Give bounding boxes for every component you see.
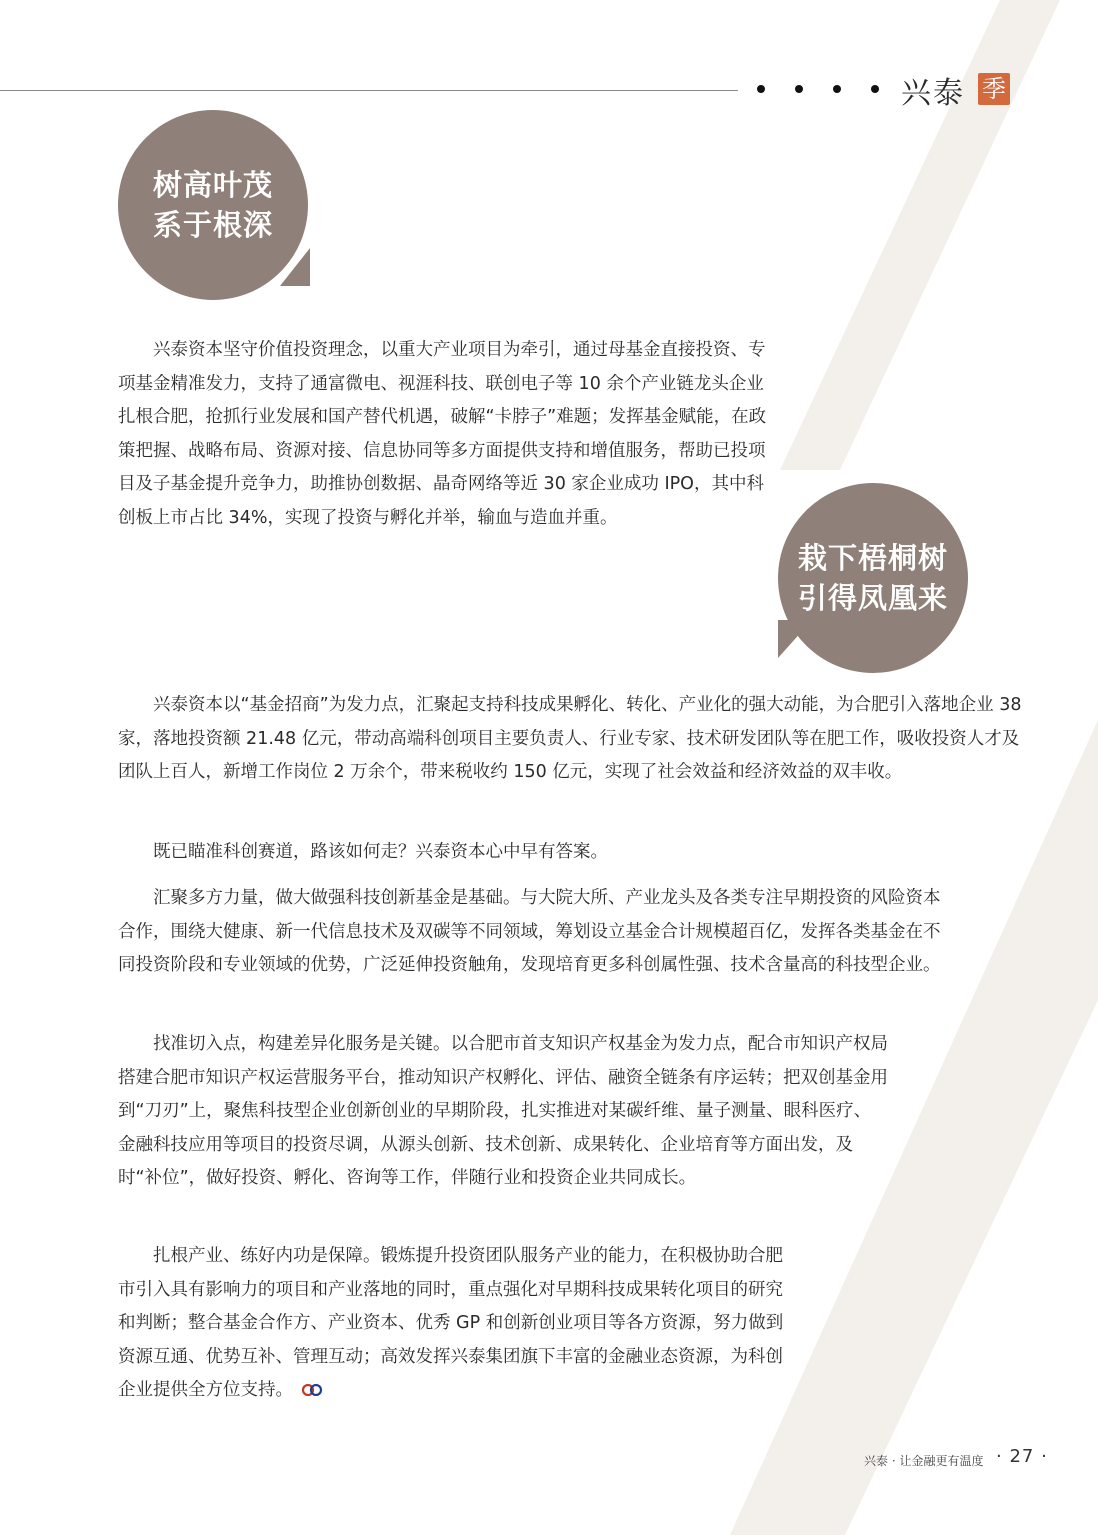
seal-logo: 季 (978, 73, 1010, 105)
xingtai-logo-icon (301, 1384, 323, 1396)
dot-icon (757, 85, 765, 93)
paragraph-text: 兴泰资本坚守价值投资理念，以重大产业项目为牵引，通过母基金直接投资、专项基金精准发力，支持了通富微电、视涯科技、联创电子等 10 余个产业链龙头企业扎根合肥，抢抓行业发展和国产替代机遇，破解“卡脖子”难题；发挥基金赋能，在政策把握、战略布局、资源对接、信息协同等多方面提供支持和增值服务，帮助已投项目及子基金提升竞争力，助推协创数据、晶奇网络等近 30 家企业成功 IPO，其中科创板上市占比 34%，实现了投资与孵化并举，输血与造血并重。 (118, 340, 767, 528)
body-paragraph (118, 1240, 798, 1408)
body-paragraph (118, 689, 1028, 790)
section-heading-bubble (118, 110, 308, 300)
bubble-line: 树高叶茂 (152, 168, 273, 202)
bubble-line: 系于根深 (152, 208, 273, 242)
body-paragraph (118, 1028, 888, 1196)
brand-name: 兴泰 (901, 76, 965, 111)
section-heading-bubble (778, 483, 968, 673)
footer-slogan: 兴泰 · 让金融更有温度 (864, 1454, 984, 1468)
paragraph-text: 扎根产业、练好内功是保障。锻炼提升投资团队服务产业的能力，在积极协助合肥市引入具有影响力的项目和产业落地的同时，重点强化对早期科技成果转化项目的研究和判断；整合基金合作方、产业资本、优秀 GP 和创新创业项目等各方资源，努力做到资源互通、优势互补、管理互动；高效发挥兴泰集团旗下丰富的金融业态资源，为科创企业提供全方位支持。 (118, 1246, 784, 1400)
header-rule (0, 90, 738, 91)
bubble-line: 栽下梧桐树 (797, 541, 948, 575)
intro-paragraph (118, 334, 778, 535)
dot-icon (871, 85, 879, 93)
body-paragraph (118, 882, 948, 983)
dot-icon (795, 85, 803, 93)
dot-icon (833, 85, 841, 93)
body-paragraph (118, 836, 1028, 870)
paragraph-text: 兴泰资本以“基金招商”为发力点，汇聚起支持科技成果孵化、转化、产业化的强大动能，为合肥引入落地企业 38 家，落地投资额 21.48 亿元，带动高端科创项目主要负责人、行业专家、技术研发团队等在肥工作，吸收投资人才及团队上百人，新增工作岗位 2 万余个，带来税收约 150 亿元，实现了社会效益和经济效益的双丰收。 (118, 695, 1022, 782)
bubble-line: 引得凤凰来 (797, 581, 948, 615)
page-number: · 27 · (996, 1446, 1048, 1467)
paragraph-text: 既已瞄准科创赛道，路该如何走？兴泰资本心中早有答案。 (153, 842, 608, 862)
header-dots (757, 80, 887, 100)
paragraph-text: 找准切入点，构建差异化服务是关键。以合肥市首支知识产权基金为发力点，配合市知识产权局搭建合肥市知识产权运营服务平台，推动知识产权孵化、评估、融资全链条有序运转；把双创基金用到“刀刃”上，聚焦科技型企业创新创业的早期阶段，扎实推进对某碳纤维、量子测量、眼科医疗、金融科技应用等项目的投资尽调，从源头创新、技术创新、成果转化、企业培育等方面出发，及时“补位”，做好投资、孵化、咨询等工作，伴随行业和投资企业共同成长。 (118, 1034, 888, 1188)
paragraph-text: 汇聚多方力量，做大做强科技创新基金是基础。与大院大所、产业龙头及各类专注早期投资的风险资本合作，围绕大健康、新一代信息技术及双碳等不同领域，筹划设立基金合计规模超百亿，发挥各类基金在不同投资阶段和专业领域的优势，广泛延伸投资触角，发现培育更多科创属性强、技术含量高的科技型企业。 (118, 888, 941, 975)
